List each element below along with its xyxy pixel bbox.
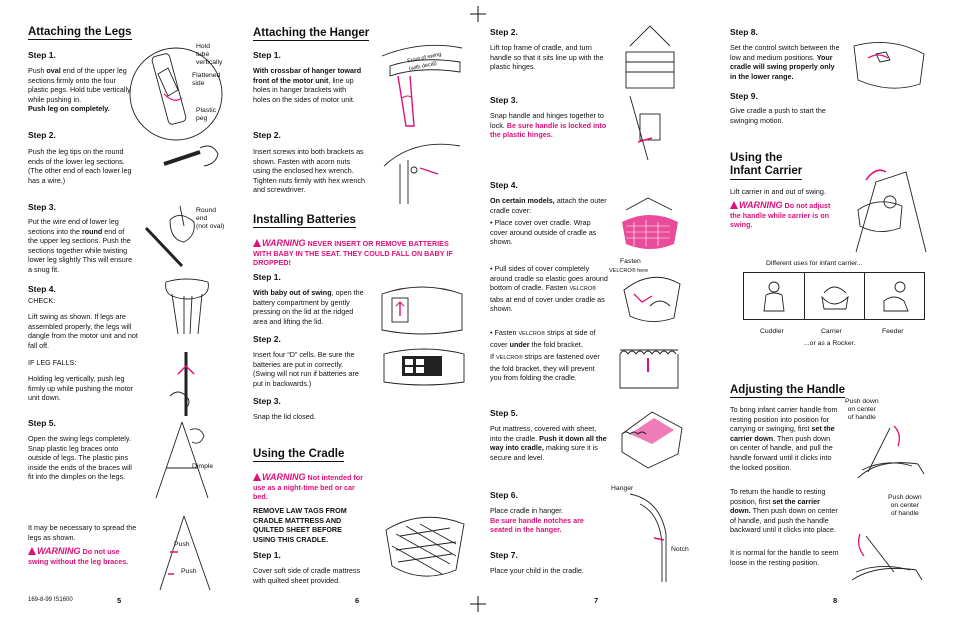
warning-triangle-icon <box>28 547 36 555</box>
step-text: If VELCRO® strips are fastened over the fold bracket, they will prevent you from folding the cradle. <box>490 352 600 383</box>
step-text: Put the wire end of lower leg sections into the round end of the upper leg sections. Push the sections together while twisting lower leg slightly This will ensure a snug fit. <box>28 217 133 274</box>
step-heading: Step 3. <box>28 202 56 212</box>
lift-swing-illustration <box>160 276 214 336</box>
page-number: 5 <box>117 596 122 605</box>
step-text: Give cradle a push to start the swinging motion. <box>730 106 826 125</box>
step-heading: Step 2. <box>253 130 281 140</box>
check-label: CHECK: <box>28 296 56 305</box>
step-heading: Step 2. <box>253 334 281 344</box>
mattress-illustration <box>618 406 684 470</box>
label-hold-tube: Hold tube vertically <box>196 43 223 66</box>
section-title-adjusting-handle: Adjusting the Handle <box>730 384 845 396</box>
footer-code: 169-8-99 IS1600 <box>28 597 73 603</box>
page-number: 7 <box>594 596 599 605</box>
feeder-illustration <box>880 279 910 313</box>
control-switch-illustration <box>848 36 928 94</box>
warning-triangle-icon <box>730 201 738 209</box>
uses-caption: Different uses for infant carrier... <box>766 260 863 267</box>
section-title-attaching-hanger: Attaching the Hanger <box>253 27 370 39</box>
step-text: Put mattress, covered with sheet, into the cradle. Push it down all the way into cradle, making sure it is secure and level. <box>490 424 607 462</box>
cradle-cover-illustration <box>618 196 680 256</box>
step-heading: Step 5. <box>490 408 518 418</box>
step-heading: Step 5. <box>28 418 56 428</box>
warning-triangle-icon <box>253 239 261 247</box>
section-title-infant-carrier: Using the Infant Carrier <box>730 152 802 180</box>
step-heading: Step 1. <box>253 550 281 560</box>
warning-batteries: WARNING NEVER INSERT OR REMOVE BATTERIES WITH BABY IN THE SEAT. THEY COULD FALL ON BABY IF DROPPED! <box>253 238 453 268</box>
step-text: It may be necessary to spread the legs as shown. <box>28 523 137 542</box>
step-text: Holding leg vertically, push leg firmly up while pushing the motor unit down. <box>28 374 134 403</box>
leg-tip-illustration <box>160 140 220 180</box>
step-heading: Step 2. <box>28 130 56 140</box>
warning-cradle: WARNING Not intended for use as a night-time bed or car bed. <box>253 472 363 502</box>
step-text: Push the leg tips on the round ends of the lower leg sections. (The other end of each lower leg has a wire.) <box>28 147 132 185</box>
label-hanger: Hanger <box>611 485 634 492</box>
section-title-installing-batteries: Installing Batteries <box>253 214 356 226</box>
step-heading: Step 1. <box>253 50 281 60</box>
label-flattened-side: Flattened side <box>192 72 221 87</box>
hanger-notch-illustration <box>626 490 676 584</box>
cuddler-illustration <box>762 279 788 313</box>
carrier-uses-panel <box>743 272 925 320</box>
spread-legs-illustration <box>150 512 216 592</box>
use-feeder: Feeder <box>882 328 904 335</box>
warning-triangle-icon <box>253 473 261 481</box>
label-push-down: Push down on center of handle <box>845 398 879 421</box>
label-front-of-swing: Front of swing (with decal) <box>406 51 442 73</box>
step-heading: Step 6. <box>490 490 518 500</box>
step-text: Push oval end of the upper leg sections firmly onto the four plastic pegs. Hold tube vertically while pushing in. Push leg on completely. <box>28 66 131 114</box>
step-heading: Step 1. <box>28 50 56 60</box>
hinge-lock-illustration <box>620 92 678 164</box>
step-text: To return the handle to resting position, first set the carrier down. Then push down on center of handle, and push the handle backward until it clicks into place. <box>730 487 838 535</box>
handle-backward-illustration <box>846 522 930 586</box>
step-heading: Step 8. <box>730 27 758 37</box>
step-text: With baby out of swing, open the battery compartment by gently pressing on the lid at the ridged area and lifting the lid. <box>253 288 364 326</box>
use-carrier: Carrier <box>821 328 842 335</box>
label-push: Push <box>174 541 190 548</box>
step-text: Place cradle in hanger. Be sure handle notches are seated in the hanger. <box>490 506 584 535</box>
step-text: Cover soft side of cradle mattress with quilted sheet provided. <box>253 566 361 585</box>
step-heading: Step 7. <box>490 550 518 560</box>
handle-forward-illustration <box>850 422 930 484</box>
step-text: Snap the lid closed. <box>253 412 316 421</box>
step-text: With crossbar of hanger toward front of the motor unit, line up holes in hanger brackets with holes on the sides of motor unit. <box>253 66 362 104</box>
use-cuddler: Cuddler <box>760 328 784 335</box>
step-heading: Step 1. <box>253 272 281 282</box>
step-heading: Step 3. <box>490 95 518 105</box>
step-text: Open the swing legs completely. Snap plastic leg braces onto outside of legs. The plastic pins inside the ends of the braces will fit into the dimples on the legs. <box>28 434 132 482</box>
label-dimple: Dimple <box>192 463 214 470</box>
label-push-down: Push down on center of handle <box>888 494 922 517</box>
hanger-bracket-illustration <box>380 36 465 131</box>
section-title-attaching-legs: Attaching the Legs <box>28 26 132 38</box>
warning-carrier-handle: WARNING Do not adjust the handle while carrier is on swing. <box>730 200 831 230</box>
step-text: Lift carrier in and out of swing. <box>730 187 826 196</box>
step-text: Snap handle and hinges together to lock. Be sure handle is locked into the plastic hinges. <box>490 111 607 140</box>
carrier-illustration <box>820 279 850 313</box>
velcro-tabs-illustration <box>620 270 682 326</box>
step-heading: Step 9. <box>730 91 758 101</box>
section-title-using-cradle: Using the Cradle <box>253 448 345 460</box>
page-number: 8 <box>833 596 838 605</box>
step-text: It is normal for the handle to seem loose in the resting position. <box>730 548 839 567</box>
quilted-sheet-illustration <box>380 500 466 588</box>
if-leg-falls-label: IF LEG FALLS: <box>28 358 77 367</box>
bullet-text: • Fasten VELCRO® strips at side of cover under the fold bracket. <box>490 328 596 349</box>
step-text: Insert screws into both brackets as shown. Fasten with acorn nuts using the enclosed hex wrench. Tighten nuts firmly with hex wrench and screwdriver. <box>253 147 365 195</box>
step-text: To bring infant carrier handle from resting position into position for carrying or swinging, first set the carrier down. Then push down on center of handle, and pull the handle forward until it clicks into the locked position. <box>730 405 838 472</box>
step-text: Lift top frame of cradle, and turn handle so that it sits line up with the plastic hinges. <box>490 43 604 72</box>
fold-bracket-illustration <box>618 334 682 394</box>
bullet-text: • Place cover over cradle. Wrap cover around outside of cradle as shown. <box>490 218 597 247</box>
battery-lid-illustration <box>378 278 466 336</box>
step-text: Insert four “D” cells. Be sure the batteries are put in correctly. (Swing will not run if batteries are put in backwards.) <box>253 350 359 388</box>
label-velcro-here: VELCRO® here <box>609 268 649 274</box>
label-notch: Notch <box>671 546 689 553</box>
step-text: Place your child in the cradle. <box>490 566 584 575</box>
step-heading: Step 4. <box>28 284 56 294</box>
label-push: Push <box>181 568 197 575</box>
label-round-end: Round end (not oval) <box>196 207 225 230</box>
step-heading: Step 4. <box>490 180 518 190</box>
rocker-caption: ...or as a Rocker. <box>804 340 856 347</box>
push-leg-illustration <box>160 350 210 418</box>
registration-mark-bottom <box>470 596 486 612</box>
warning-leg-braces: WARNING Do not use swing without the leg braces. <box>28 546 129 566</box>
infant-carrier-swing-illustration <box>846 160 930 256</box>
remove-law-tags: REMOVE LAW TAGS FROM CRADLE MATTRESS AND QUILTED SHEET BEFORE USING THIS CRADLE. <box>253 506 347 544</box>
label-fasten: Fasten <box>620 258 641 265</box>
d-cells-illustration <box>380 346 466 386</box>
wire-end-illustration <box>140 200 200 270</box>
step-heading: Step 2. <box>490 27 518 37</box>
page-number: 6 <box>355 596 360 605</box>
cradle-frame-illustration <box>620 22 678 94</box>
leg-braces-illustration <box>150 420 214 500</box>
step-text: Lift swing as shown. If legs are assembled properly, the legs will dangle from the motor unit and not fall off. <box>28 312 138 350</box>
registration-mark-top <box>470 6 486 22</box>
screw-bracket-illustration <box>380 136 465 206</box>
step-text: Set the control switch between the low and medium positions. Your cradle will swing properly only in the lower range. <box>730 43 840 81</box>
bullet-text: • Pull sides of cover completely around cradle so elastic goes around bottom of cradle. Fasten VELCRO® tabs at end of cover under cradle as shown. <box>490 264 608 314</box>
step-text: On certain models, attach the outer cradle cover: <box>490 196 607 215</box>
label-plastic-peg: Plastic peg <box>196 107 217 122</box>
step-heading: Step 3. <box>253 396 281 406</box>
